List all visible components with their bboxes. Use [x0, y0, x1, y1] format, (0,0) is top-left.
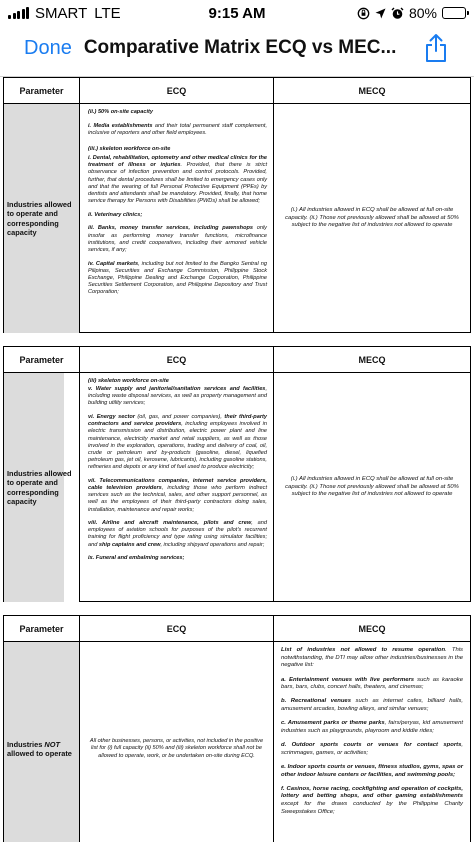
battery-percentage: 80% [408, 5, 437, 21]
location-arrow-icon [375, 8, 386, 19]
ecq-item: (iii) skeleton workforce on-site [88, 378, 169, 384]
table-header [4, 78, 470, 104]
carrier-name: SMART [35, 4, 88, 22]
done-button[interactable]: Done [24, 36, 72, 59]
table-header [4, 347, 470, 373]
parameter-cell: Industries NOT allowed to operate [4, 642, 80, 842]
battery-icon [442, 7, 466, 19]
ecq-item: i. Dental, rehabilitation, optometry and other medical clinics for the treatment of illness or injuries. Provided, that there is strict observance of infection prevention and control protocols. Provided, further, that dental procedures shall be limited to emergency cases only and that the wearing of full Personal Protective Equipment (PPEs) by dentists and attendants shall be mandatory. Provided, finally, that home service therapy for Persons with Disabilities (PWDs) shall be allowed; [88, 155, 267, 205]
ecq-item: vi. Energy sector (oil, gas, and power companies), their third-party contractors and service providers, including employees involved in electric transmission and distribution, electric power plant and line maintenance, electricity market and retail suppliers, as well as those involved in the exploration, operations, trading and delivery of coal, oil, crude or petroleum and by-products (gasoline, diesel, liquefied petroleum gas, jet oil, kerosene, lubricants), including gasoline stations, refineries and depots or any kind of fuel used to produce electricity; [88, 414, 267, 471]
ecq-item: (ii.) 50% on-site capacity [88, 109, 153, 115]
matrix-section-3 [3, 615, 471, 842]
ecq-item: i. Media establishments and their total permanent staff complement, inclusive of reporters and other field employees. [88, 122, 267, 136]
header-ecq: ECQ [80, 78, 274, 103]
screen-rotation-lock-icon [357, 7, 370, 20]
ecq-item: (iii.) skeleton workforce on-site [88, 145, 171, 152]
header-parameter: Parameter [4, 616, 80, 641]
mecq-item: List of industries not allowed to resume operation. This notwithstanding, the DTI may allow other industries/businesses in the negative list: [281, 647, 463, 669]
network-type: LTE [94, 4, 121, 22]
mecq-cell [274, 642, 470, 842]
table-header [4, 616, 470, 642]
ecq-cell [80, 104, 274, 333]
matrix-section-2 [3, 346, 471, 602]
document-title: Comparative Matrix ECQ vs MEC... [83, 37, 397, 58]
parameter-cell: Industries allowed to operate and corresponding capacity [4, 373, 80, 602]
matrix-section-1 [3, 77, 471, 333]
parameter-cell: Industries allowed to operate and corresponding capacity [4, 104, 80, 333]
clock: 9:15 AM [208, 4, 266, 22]
ecq-item: ii. Veterinary clinics; [88, 211, 143, 218]
header-ecq: ECQ [80, 347, 274, 372]
ecq-cell [80, 642, 274, 842]
header-parameter: Parameter [4, 78, 80, 103]
ecq-item: iii. Banks, money transfer services, including pawnshops only insofar as performing money transfer functions, microfinance institutions, and credit cooperatives, including their armored vehicle services, if any; [88, 225, 267, 253]
alarm-clock-icon [391, 7, 404, 20]
mecq-cell: (i.) All industries allowed in ECQ shall be allowed at full on-site capacity. (ii.) Those not previously allowed shall be allowed at 50% subject to the negative list of industries not allowed to operate [285, 475, 459, 498]
mecq-item: a. Entertainment venues with live performers such as karaoke bars, bars, clubs, concert halls, theaters, and cinemas; [281, 676, 463, 691]
navigation-bar [0, 28, 474, 68]
mecq-item: f. Casinos, horse racing, cockfighting and operation of cockpits, lottery and betting shops, and other gaming establishments except for the draws conducted by the Philippine Charity Sweepstakes Office; [281, 785, 463, 815]
ecq-item: All other businesses, persons, or activities, not included in the positive list for (i) full capacity (ii) 50% and (iii) skeleton workforce shall not be allowed to operate, work, or be undertaken on-site during ECQ. [89, 738, 264, 759]
document-viewer[interactable] [0, 76, 474, 842]
mecq-item: d. Outdoor sports courts or venues for contact sports, scrimmages, games, or activities; [281, 742, 463, 756]
ecq-item: v. Water supply and janitorial/sanitation services and facilities, including waste disposal services, as well as property management and building utility services; [88, 386, 267, 407]
header-parameter: Parameter [4, 347, 80, 372]
header-mecq: MECQ [358, 85, 386, 96]
status-bar [0, 0, 474, 26]
share-icon[interactable] [424, 33, 448, 63]
ecq-cell [80, 373, 274, 602]
header-mecq: MECQ [358, 354, 386, 365]
header-mecq: MECQ [358, 623, 386, 634]
mecq-item: c. Amusement parks or theme parks, fairs/peryas, kid amusement industries such as playgrounds, playroom and kiddie rides; [281, 720, 463, 734]
mecq-item: e. Indoor sports courts or venues, fitness studios, gyms, spas or other indoor leisure centers or facilities, and swimming pools; [281, 763, 463, 778]
ecq-item: iv. Capital markets, including but not limited to the Bangko Sentral ng Pilipinas, Securities and Exchange Commission, Philippine Stock Exchange, Philippine Dealing and Exchange Corporation, Philippine Securities Settlement Corporation, and Philippine Depository and Trust Corporation; [88, 260, 267, 296]
mecq-item: b. Recreational venues such as internet cafes, billiard halls, amusement arcades, bowling alleys, and similar venues; [281, 698, 463, 713]
header-ecq: ECQ [80, 616, 274, 641]
signal-strength-icon [8, 7, 29, 19]
ecq-item: viii. Airline and aircraft maintenance, pilots and crew, and employees of aviation schools for purposes of the pilot's recurrent training for flight proficiency and type rating using simulator facilities; and ship captains and crew, including shipyard operations and repair; [88, 520, 267, 548]
ecq-item: ix. Funeral and embalming services; [88, 555, 185, 562]
ecq-item: vii. Telecommunications companies, internet service providers, cable television providers, including those who perform indirect services such as the technical, sales, and other support personnel, as well as the employees of their third-party contractors doing sales, installation, maintenance and repair works; [88, 477, 267, 513]
mecq-cell: (i.) All industries allowed in ECQ shall be allowed at full on-site capacity. (ii.) Those not previously allowed shall be allowed at 50% subject to the negative list of industries not allowed to operate [285, 206, 459, 229]
